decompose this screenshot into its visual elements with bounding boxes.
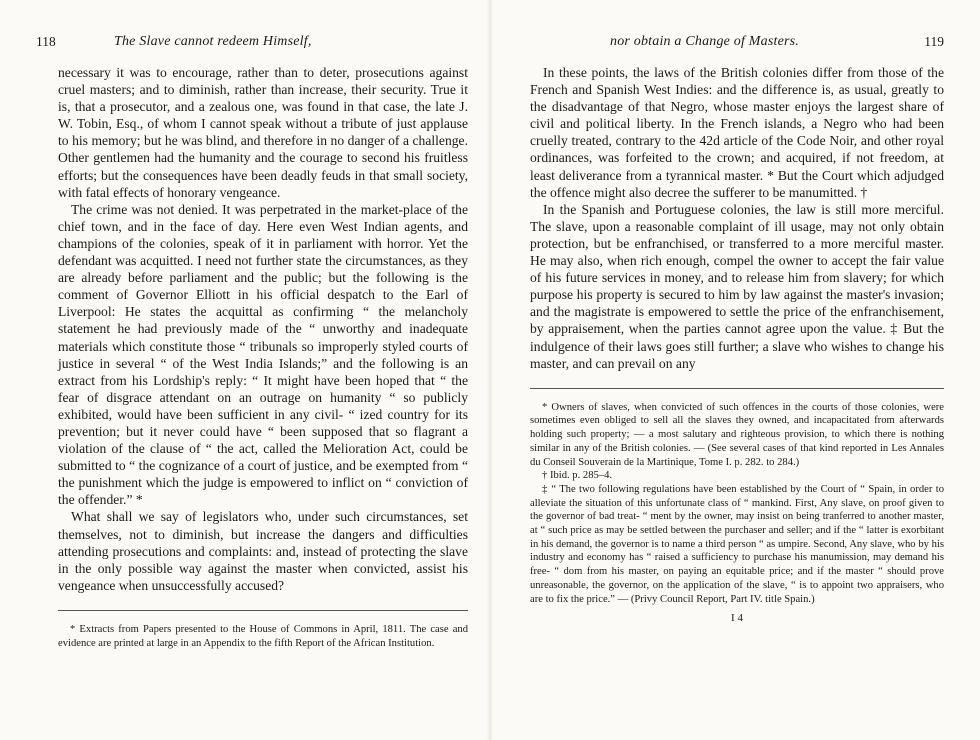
left-paragraph-2: The crime was not denied. It was perpetrated in the market-place of the chief town, and in the face of day. Here even West Indian agents, and champions of the colonies, speak of it in parliament with horror. Yet the defendant was acquitted. I need not further state the circumstances, as they are already before parliament and the public; but the following is the comment of Governor Elliott in his official despatch to the Earl of Liverpool: He states the acquittal as confirming “ the melancholy statement he had previously made of the “ unworthy and inadequate materials which constitute those “ tribunals so improperly styled courts of justice in several “ of the West India Islands;” and the following is an extract from his Lordship's reply: “ It might have been hoped that “ the fear of disgrace attendant on an outrage on humanity “ so publicly exhibited, would have been sufficient in any civil- “ ized country for its prevention; but it never could have “ been supposed that so flagrant a violation of the clause of “ the act, called the Melioration Act, could be submitted to “ the cognizance of a court of justice, and be exempted from “ the punishment which the judge is empowered to inflict on “ conviction of the offender.” * <box>58 201 468 508</box>
left-page-number: 118 <box>36 34 56 49</box>
left-footnotes <box>58 623 468 650</box>
left-running-title: The Slave cannot redeem Himself, <box>114 34 312 49</box>
signature-mark: I 4 <box>731 612 743 625</box>
right-page <box>490 0 980 740</box>
left-paragraph-3: What shall we say of legislators who, under such circumstances, set themselves, not to diminish, but increase the dangers and difficulties attending prosecutions and complaints: and, instead of protecting the slave in the only possible way against the master when convicted, assist his vengeance when unsuccessfully accused? <box>58 509 468 593</box>
right-body <box>530 64 944 372</box>
right-footnote-1: * Owners of slaves, when convicted of such offences in the courts of those colonies, were sometimes even obliged to sell all the slaves they owned, and incapacitated from afterwards holding such property; — a most salutary and righteous provision, to which there is nothing similar in any of the British colonies. — (See several cases of that kind reported in Les Annales du Conseil Souverain de la Martinique, Tome I. p. 282. to 284.) <box>530 401 944 468</box>
right-footnote-rule <box>530 388 944 389</box>
right-paragraph-1: In these points, the laws of the British colonies differ from those of the French and Spanish West Indies: and the difference is, as usual, greatly to the disadvantage of that Negro, whose master enjoys the largest share of civil and political liberty. In the French islands, a Negro who had been cruelly treated, contrary to the 42d article of the Code Noir, and other royal ordinances, was forfeited to the crown; and acquired, if not freedom, at least deliverance from a tyrannical master. * But the Court which adjudged the offence might also decree the sufferer to be manumitted. † <box>530 65 944 200</box>
right-footnotes <box>530 401 944 625</box>
right-paragraph-2: In the Spanish and Portuguese colonies, the law is still more merciful. The slave, upon a reasonable complaint of ill usage, may not only obtain protection, but be enfranchised, or transferred to a more merciful master. He may also, when rich enough, compel the owner to accept the fair value of his future services in money, and to release him from slavery; for which purpose his property is secured to him by law against the master's invasion; and the magistrate is empowered to settle the price of the enfranchisement, by appraisement, when the parties cannot agree upon the value. ‡ But the indulgence of their laws goes still further; a slave who wishes to change his master, and can prevail on any <box>530 201 944 371</box>
left-running-head <box>36 34 468 54</box>
right-running-head <box>530 34 944 54</box>
right-footnote-3: ‡ “ The two following regulations have been established by the Court of “ Spain, in order to alleviate the situation of this unfortunate class of “ mankind. First, Any slave, on proof given to the governor of bad treat- “ ment by the owner, may insist on being tranferred to another master, at “ such price as may be settled between the purchaser and seller; and if the “ latter is exorbitant in his demand, the governor is to name a third person “ as umpire. Second, Any slave, who by his industry and economy has “ raised a sufficiency to purchase his manumission, may demand his free- “ dom from his master, on paying an equitable price; and if the master “ should prove unreasonable, the governor, on the application of the slave, “ is to appoint two appraisers, who are to fix the price.” — (Privy Council Report, Part IV. title Spain.) <box>530 483 944 605</box>
left-paragraph-1: necessary it was to encourage, rather than to deter, prosecutions against cruel masters; and to diminish, rather than increase, their security. True it is, that a prosecutor, and a zealous one, was found in that case, the late J. W. Tobin, Esq., of whom I cannot speak without a tribute of just applause to his memory; but he was blind, and therefore in no danger of a challenge. Other gentlemen had the humanity and the courage to second his fruitless efforts; but the consequences have been deadly feuds in that small society, with fatal effects of honorary vengeance. <box>58 65 468 200</box>
left-footnote-1: * Extracts from Papers presented to the House of Commons in April, 1811. The case and evidence are printed at large in an Appendix to the fifth Report of the African Institution. <box>58 623 468 649</box>
right-page-number: 119 <box>924 34 944 49</box>
left-body <box>58 64 468 594</box>
left-footnote-rule <box>58 610 468 611</box>
right-footnote-2: † Ibid. p. 285–4. <box>542 470 613 482</box>
right-running-title: nor obtain a Change of Masters. <box>610 34 799 49</box>
